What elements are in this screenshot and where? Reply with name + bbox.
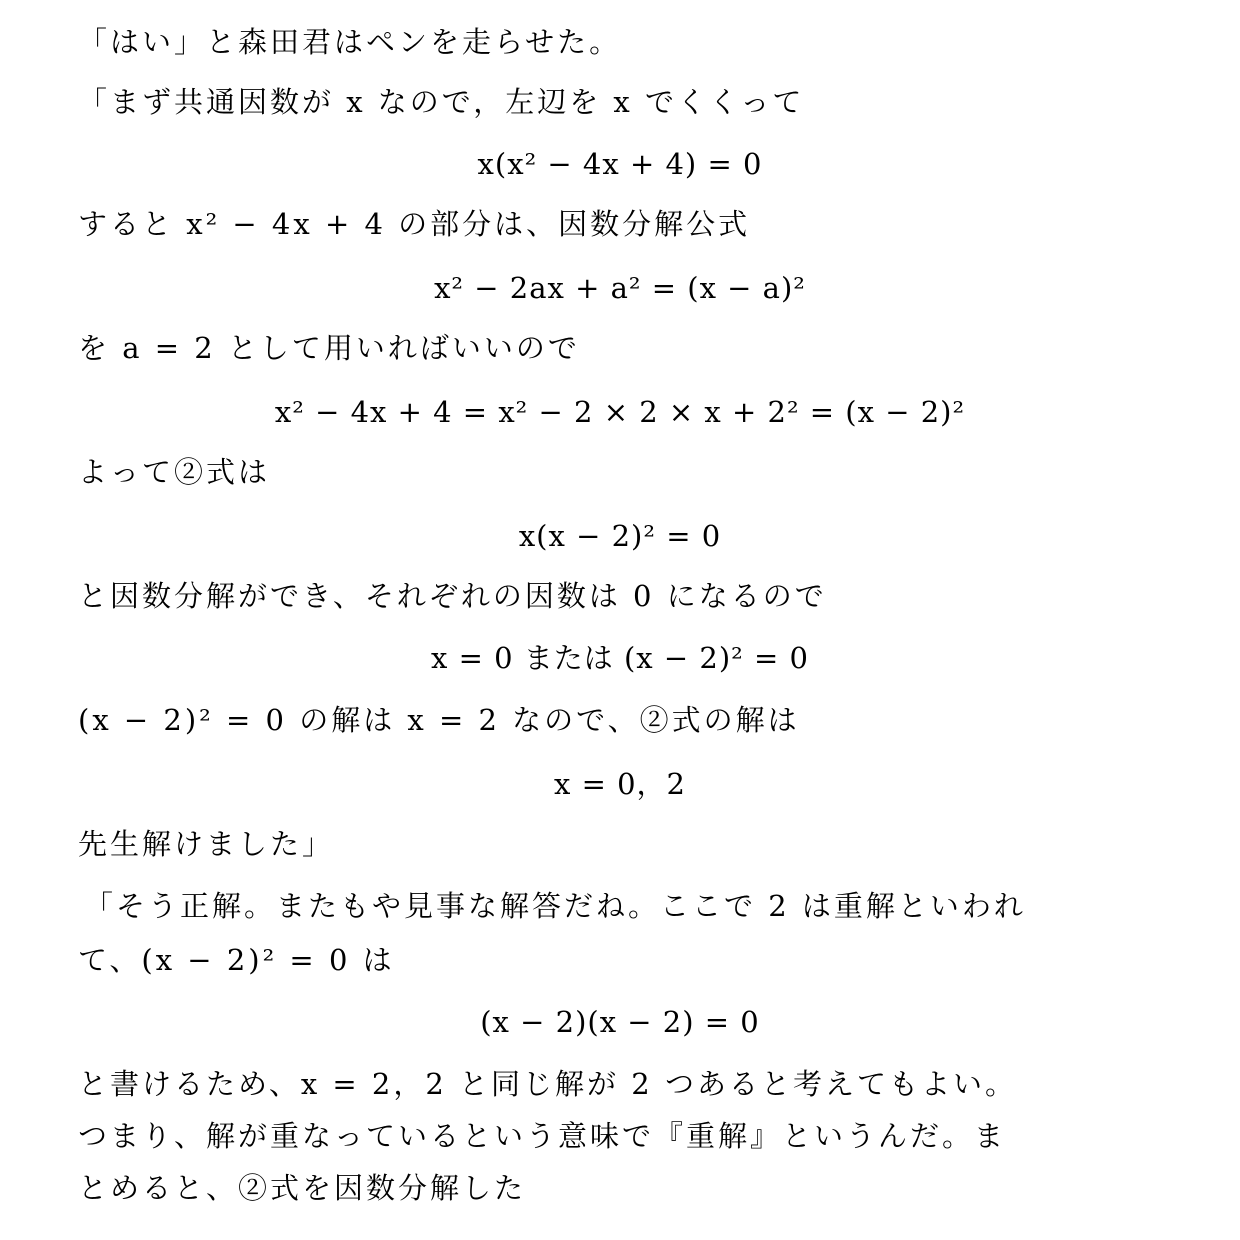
text-line: すると x² − 4x + 4 の部分は、因数分解公式	[78, 207, 751, 241]
text-line: とめると、②式を因数分解した	[78, 1171, 527, 1205]
equation: x² − 2ax + a² = (x − a)²	[434, 271, 806, 305]
equation: x(x² − 4x + 4) = 0	[477, 147, 763, 181]
text-line: つまり、解が重なっているという意味で『重解』というんだ。ま	[78, 1119, 1007, 1153]
text-line: て、(x − 2)² = 0 は	[78, 943, 395, 977]
text-line: (x − 2)² = 0 の解は x = 2 なので、②式の解は	[78, 703, 800, 737]
text-line: と書けるため、x = 2，2 と同じ解が 2 つあると考えてもよい。	[78, 1067, 1017, 1101]
equation: (x − 2)(x − 2) = 0	[480, 1005, 760, 1039]
text-line: 「はい」と森田君はペンを走らせた。	[78, 25, 622, 59]
equation: x² − 4x + 4 = x² − 2 × 2 × x + 2² = (x − 2)²	[274, 395, 966, 429]
text-line: と因数分解ができ、それぞれの因数は 0 になるので	[78, 579, 827, 613]
text-line: を a = 2 として用いればいいので	[78, 331, 580, 365]
text-line: よって②式は	[78, 455, 271, 489]
equation: x = 0 または (x − 2)² = 0	[431, 641, 809, 675]
text-line: 「まず共通因数が x なので，左辺を x でくくって	[78, 85, 805, 119]
equation: x = 0，2	[554, 767, 686, 801]
text-line: 先生解けました」	[78, 827, 335, 861]
text-line: 「そう正解。またもや見事な解答だね。ここで 2 は重解といわれ	[84, 889, 1026, 923]
equation: x(x − 2)² = 0	[518, 519, 722, 553]
